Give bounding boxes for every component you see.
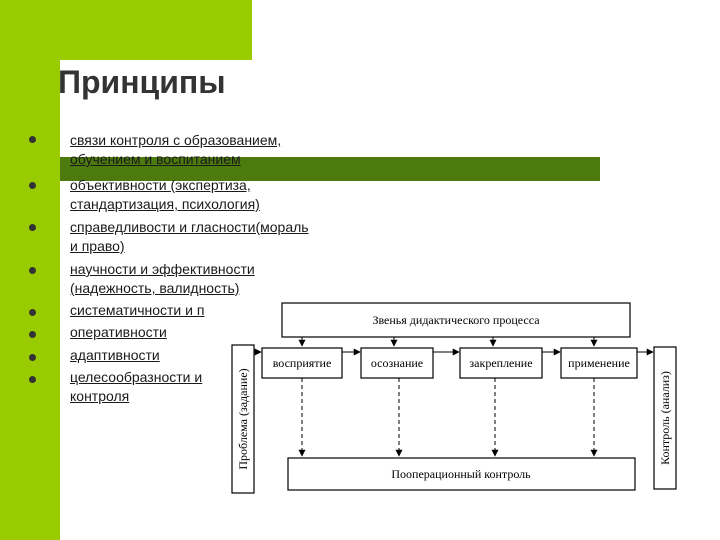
bullet-2-line-2: стандартизация, психология) [70, 196, 260, 212]
bullet-7-line-1: адаптивности [70, 347, 160, 363]
bullet-5-line-1: систематичности и п [70, 302, 205, 318]
slide-title: Принципы [58, 64, 226, 100]
bullet-3-line-2: и право) [70, 238, 125, 254]
bullet-1-line-2: обучением и воспитанием [70, 151, 241, 167]
bullet-8-line-1: целесообразности и [70, 369, 203, 385]
stage-label-consolidation: закрепление [469, 356, 533, 370]
bullet-8-line-2: контроля [70, 388, 130, 404]
bullet-3-line-1: справедливости и гласности(мораль [70, 219, 309, 235]
bullet-1-line-1: связи контроля с образованием, [70, 132, 282, 148]
stage-label-perception: восприятие [272, 356, 332, 370]
stage-label-application: применение [568, 356, 630, 370]
process-links-label: Звенья дидактического процесса [372, 313, 540, 327]
operational-control-label: Пооперационный контроль [391, 467, 531, 481]
bullet-4-line-1: научности и эффективности [70, 261, 255, 277]
bullet-4-line-2: (надежность, валидность) [70, 280, 240, 296]
control-analysis-label: Контроль (анализ) [658, 371, 672, 465]
bullet-6-line-1: оперативности [70, 324, 167, 340]
stage-label-comprehension: осознание [370, 356, 424, 370]
problem-task-label: Проблема (задание) [236, 368, 250, 470]
bullet-2-line-1: объективности (экспертиза, [70, 177, 251, 193]
